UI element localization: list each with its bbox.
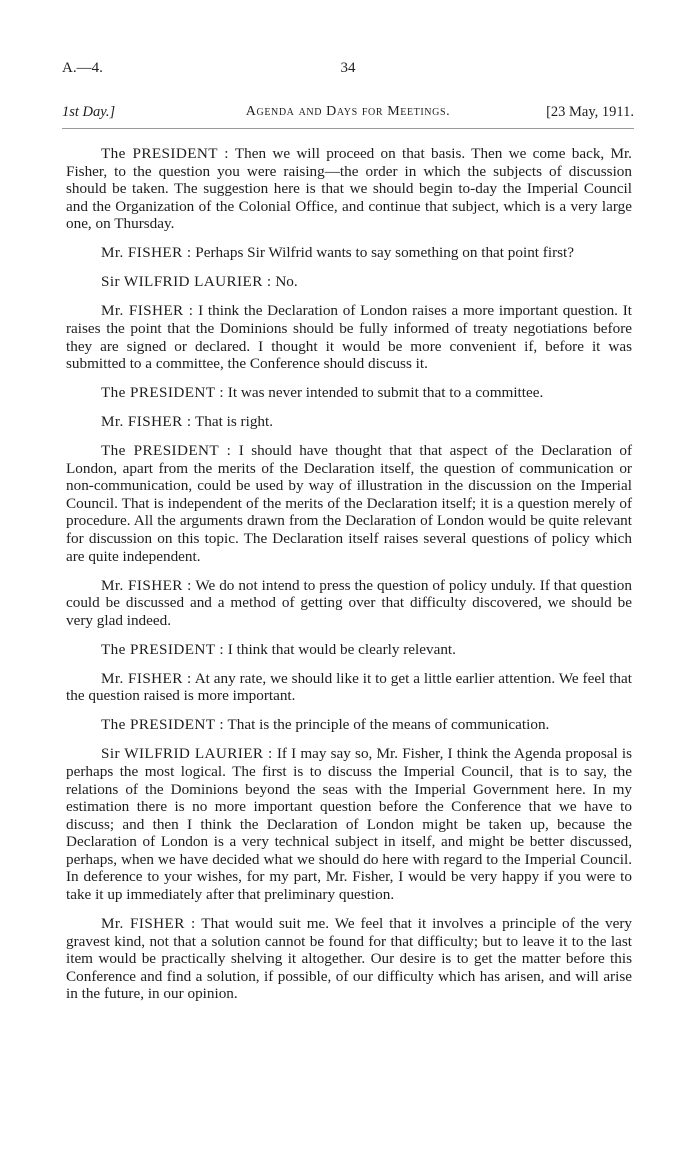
paragraph-text: It was never intended to submit that to a committee.: [227, 384, 544, 402]
running-day: 1st Day.]: [62, 104, 116, 120]
speaker-name: Mr. FISHER :: [101, 576, 192, 594]
speaker-name: Sir WILFRID LAURIER :: [101, 745, 273, 763]
paragraph: [66, 302, 632, 372]
paragraph-text: We do not intend to press the question of policy unduly. If that question could be discussed and a method of getting over that difficulty discovered, we should be very glad indeed.: [66, 576, 632, 629]
paragraph: [66, 716, 632, 734]
paragraph-text: At any rate, we should like it to get a little earlier attention. We feel that the question raised is more important.: [66, 669, 632, 705]
paragraph-text: If I may say so, Mr. Fisher, I think the Agenda proposal is perhaps the most logical. The first is to discuss the Imperial Council, that is to say, the relations of the Dominions beyond the seas with the Imperial Government here. In my estimation there is no more important question before the Conference that we have to discuss; and then I think the Declaration of London might be taken up, because the Declaration of London is a very technical subject in itself, and might be better discussed, perhaps, when we have decided what we should do here with regard to the Imperial Council. In deference to your wishes, for my part, Mr. Fisher, I would be very happy if you were to take it up immediately after that preliminary question.: [66, 745, 633, 904]
paragraph: [66, 145, 632, 233]
paragraph: [66, 244, 632, 262]
speaker-name: The PRESIDENT :: [101, 640, 224, 658]
paragraph: [66, 384, 632, 402]
paragraph-text: I think that would be clearly relevant.: [227, 640, 456, 658]
paragraph: [66, 745, 632, 903]
paragraph-text: Perhaps Sir Wilfrid wants to say something on that point first?: [195, 244, 575, 262]
speaker-name: Mr. FISHER :: [101, 413, 192, 431]
speaker-name: Mr. FISHER :: [101, 669, 192, 687]
running-title: Agenda and Days for Meetings.: [245, 104, 451, 119]
page-header: [62, 60, 634, 80]
paragraph: [66, 577, 632, 630]
page-number: 34: [340, 60, 356, 76]
paragraph: [66, 915, 632, 1003]
paragraph: [66, 641, 632, 659]
paragraph-text: That is the principle of the means of communication.: [227, 716, 550, 734]
speaker-name: Sir WILFRID LAURIER :: [101, 273, 272, 291]
speaker-name: The PRESIDENT :: [101, 716, 224, 734]
speaker-name: Mr. FISHER :: [101, 244, 192, 262]
speaker-name: Mr. FISHER :: [101, 915, 196, 933]
speaker-name: The PRESIDENT :: [101, 145, 229, 162]
paragraph: [66, 442, 632, 565]
header-rule: [62, 128, 634, 129]
paragraph-text: No.: [275, 273, 298, 291]
speaker-name: The PRESIDENT :: [101, 384, 224, 402]
paragraph: [66, 273, 632, 291]
transcript-body: [66, 145, 632, 1014]
speaker-name: Mr. FISHER :: [101, 302, 194, 320]
running-header: [62, 104, 634, 126]
paragraph: [66, 670, 632, 705]
paragraph-text: Then we will proceed on that basis. Then we come back, Mr. Fisher, to the question you were raising—the order in which the subjects of discussion should be taken. The suggestion here is that we should begin to-day the Imperial Council and the Organization of the Colonial Office, and continue that subject, which is a very large one, on Thursday.: [66, 145, 632, 233]
running-date: [23 May, 1911.: [546, 104, 634, 120]
paragraph-text: I should have thought that that aspect of the Declaration of London, apart from the merits of the Declaration itself, the question of communication or non-communication, could be used by way of illustration in the discussion on the Imperial Council. That is independent of the merits of the Declaration itself; it is a question merely of procedure. All the arguments drawn from the Declaration of London would be quite relevant for discussion on this topic. The Declaration itself raises several questions of policy which are quite independent.: [66, 442, 633, 565]
paragraph-text: That would suit me. We feel that it involves a principle of the very gravest kind, not that a solution cannot be found for that difficulty; but to leave it to the last item would be practically shelving it altogether. Our desire is to get the matter before this Conference and find a solution, if possible, of our difficulty which has arisen, and will arise in the future, in our opinion.: [66, 915, 632, 1003]
paragraph-text: That is right.: [195, 413, 274, 431]
speaker-name: The PRESIDENT :: [101, 442, 232, 460]
paragraph: [66, 413, 632, 431]
paragraph-text: I think the Declaration of London raises a more important question. It raises the point that the Dominions should be fully informed of treaty negotiations before they are signed or declared. I thought it would be more convenient if, before it was submitted to a committee, the Conference should discuss it.: [66, 302, 632, 373]
document-reference: A.—4.: [62, 60, 103, 76]
